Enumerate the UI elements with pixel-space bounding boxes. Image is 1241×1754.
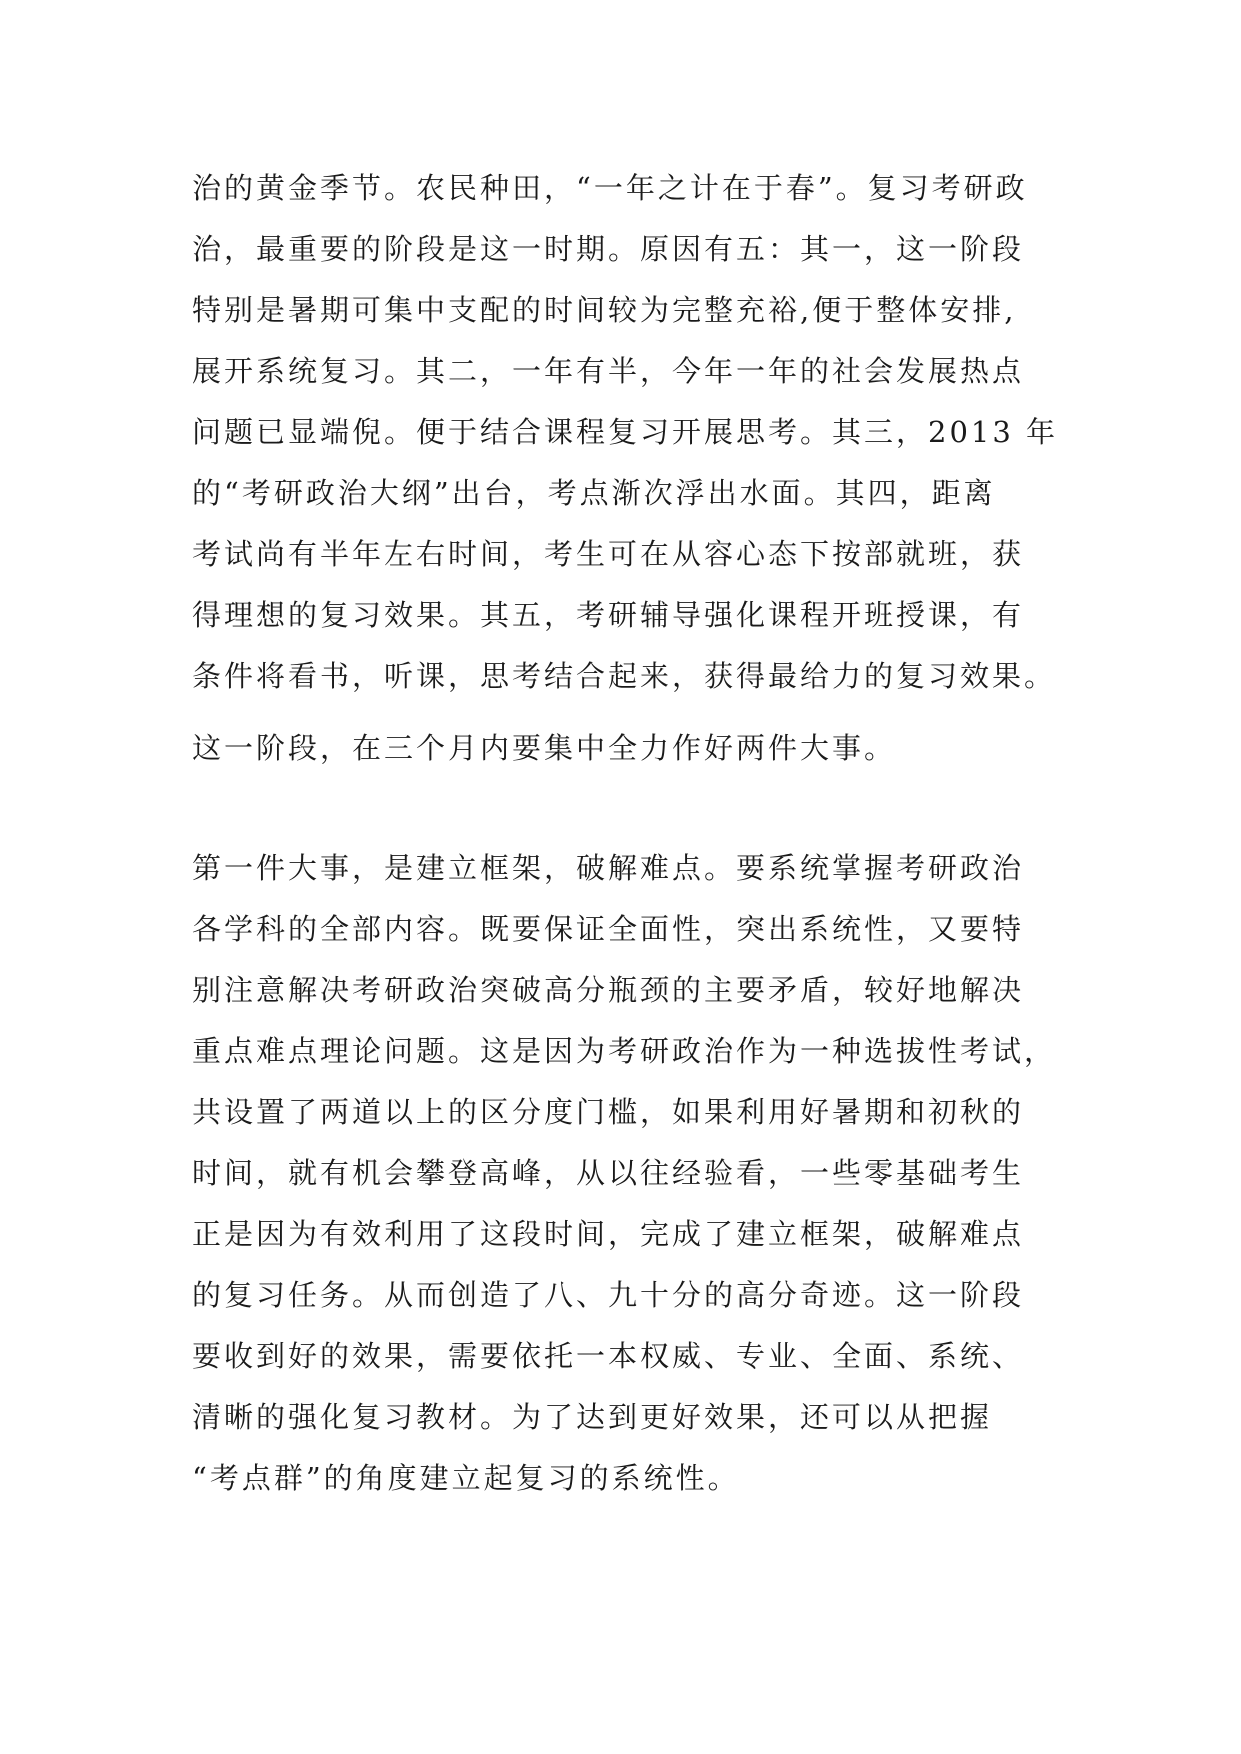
text-line: 的“考研政治大纲”出台，考点渐次浮出水面。其四，距离 <box>192 476 996 510</box>
text-line: 展开系统复习。其二，一年有半，今年一年的社会发展热点 <box>192 354 1025 388</box>
text-line: 治，最重要的阶段是这一时期。原因有五：其一，这一阶段 <box>192 232 1025 266</box>
text-line: 第一件大事，是建立框架，破解难点。要系统掌握考研政治 <box>192 851 1025 885</box>
text-line: 的复习任务。从而创造了八、九十分的高分奇迹。这一阶段 <box>192 1278 1025 1312</box>
text-line: 清晰的强化复习教材。为了达到更好效果，还可以从把握 <box>192 1400 993 1434</box>
text-line: 要收到好的效果，需要依托一本权威、专业、全面、系统、 <box>192 1339 1025 1373</box>
text-line: 条件将看书，听课，思考结合起来，获得最给力的复习效果。 <box>192 659 1057 693</box>
text-line: 重点难点理论问题。这是因为考研政治作为一种选拔性考试， <box>192 1034 1057 1068</box>
text-line: 别注意解决考研政治突破高分瓶颈的主要矛盾，较好地解决 <box>192 973 1025 1007</box>
paragraph-two-tasks <box>192 718 1072 779</box>
text-line: 时间，就有机会攀登高峰，从以往经验看，一些零基础考生 <box>192 1156 1025 1190</box>
text-line: 治的黄金季节。农民种田，“一年之计在于春”。复习考研政 <box>192 171 1028 205</box>
text-line: 各学科的全部内容。既要保证全面性，突出系统性，又要特 <box>192 912 1025 946</box>
paragraph-first-task <box>192 838 1072 1509</box>
text-line: 这一阶段，在三个月内要集中全力作好两件大事。 <box>192 731 897 765</box>
text-line: 得理想的复习效果。其五，考研辅导强化课程开班授课，有 <box>192 598 1025 632</box>
text-line: 考试尚有半年左右时间，考生可在从容心态下按部就班，获 <box>192 537 1025 571</box>
text-line: 问题已显端倪。便于结合课程复习开展思考。其三，2013 年 <box>192 415 1059 449</box>
text-line: 正是因为有效利用了这段时间，完成了建立框架，破解难点 <box>192 1217 1025 1251</box>
text-line: 共设置了两道以上的区分度门槛，如果利用好暑期和初秋的 <box>192 1095 1025 1129</box>
text-line: “考点群”的角度建立起复习的系统性。 <box>192 1461 740 1495</box>
text-line: 特别是暑期可集中支配的时间较为完整充裕,便于整体安排, <box>192 293 1017 327</box>
paragraph-importance-reasons <box>192 158 1072 707</box>
